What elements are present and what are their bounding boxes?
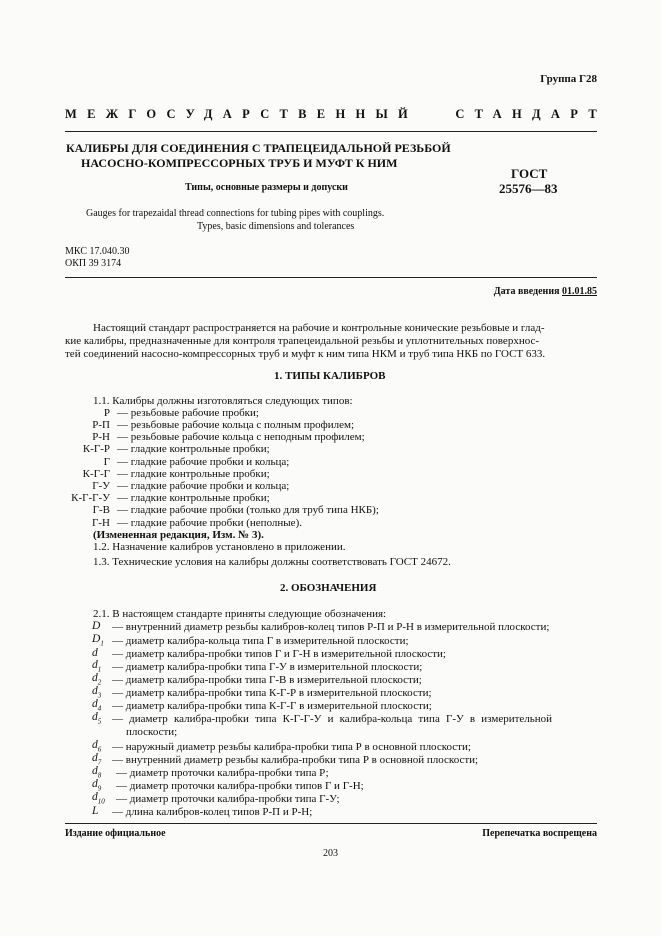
symbol: $d_7$	[92, 752, 102, 767]
p-1-3: 1.3. Технические условия на калибры должны соответствовать ГОСТ 24672.	[93, 556, 451, 568]
symbol: $d_3$	[92, 685, 102, 700]
gost-label: ГОСТ	[511, 166, 548, 181]
type-code: Г-У	[92, 480, 110, 492]
interstate-word: МЕЖГОСУДАРСТВЕННЫЙ	[65, 107, 419, 121]
type-code: Г-Н	[92, 517, 110, 529]
p-1-1: 1.1. Калибры должны изготовляться следующих типов:	[93, 395, 353, 407]
symbol-desc: — диаметр калибра-кольца типа Г в измерительной плоскости;	[112, 635, 409, 647]
type-code: Р-Н	[92, 431, 110, 443]
group-label: Группа Г28	[540, 73, 597, 85]
footer-rule	[65, 823, 597, 824]
title-en-line1: Gauges for trapezaidal thread connections for tubing pipes with couplings.	[86, 208, 385, 219]
symbol: $d_{10}$	[92, 791, 105, 806]
symbol-desc: — диаметр проточки калибра-пробки типов Г и Г-Н;	[116, 780, 364, 792]
title-ru-line1: КАЛИБРЫ ДЛЯ СОЕДИНЕНИЯ С ТРАПЕЦЕИДАЛЬНОЙ РЕЗЬБОЙ	[66, 141, 451, 155]
section2-heading: 2. ОБОЗНАЧЕНИЯ	[280, 582, 377, 594]
mks-code: МКС 17.040.30	[65, 246, 130, 257]
intro-date-label: Дата введения	[493, 286, 560, 297]
symbol-desc: — диаметр калибра-пробки типа Г-У в измерительной плоскости;	[112, 661, 423, 673]
type-code: К-Г-Г	[82, 468, 110, 480]
type-code: К-Г-Р	[82, 443, 110, 455]
header-rule	[65, 131, 597, 132]
intro-date-value: 01.01.85	[562, 286, 597, 297]
intro-date	[494, 286, 597, 297]
type-desc: — резьбовые рабочие кольца с неподным профилем;	[117, 431, 365, 443]
p-1-2: 1.2. Назначение калибров установлено в приложении.	[93, 541, 346, 553]
symbol: $d_8$	[92, 765, 102, 780]
symbol: d	[92, 647, 98, 659]
intro-line1: Настоящий стандарт распространяется на рабочие и контрольные конические резьбовые и глад-	[93, 322, 545, 334]
intro-line3: тей соединений насосно-компрессорных труб и муфт к ним типа НКМ и труб типа НКБ по ГОСТ 633.	[65, 348, 546, 360]
type-desc: — гладкие рабочие пробки и кольца;	[117, 480, 290, 492]
title-ru-line2: НАСОСНО-КОМПРЕССОРНЫХ ТРУБ И МУФТ К НИМ	[81, 156, 398, 170]
symbol-desc: — диаметр проточки калибра-пробки типа Г-У;	[116, 793, 340, 805]
symbol-desc: — наружный диаметр резьбы калибра-пробки типа Р в основной плоскости;	[112, 741, 471, 753]
symbol-desc: — диаметр калибра-пробки типа К-Г-Р в измерительной плоскости;	[112, 687, 432, 699]
type-desc: — резьбовые рабочие пробки;	[117, 407, 259, 419]
title-en-line2: Types, basic dimensions and tolerances	[197, 221, 355, 232]
type-desc: — гладкие рабочие пробки (только для труб типа НКБ);	[117, 504, 379, 516]
edition-note: (Измененная редакция, Изм. № 3).	[93, 529, 264, 541]
type-code: Г	[103, 456, 110, 468]
symbol: L	[92, 805, 99, 817]
gost-number: 25576—83	[499, 181, 558, 196]
interstate-standard-header	[65, 107, 607, 122]
title-rule	[65, 277, 597, 278]
type-desc: — гладкие контрольные пробки;	[117, 492, 270, 504]
symbol-desc: — диаметр калибра-пробки типа Г-В в измерительной плоскости;	[112, 674, 422, 686]
type-code: Р	[103, 407, 110, 419]
intro-line2: кие калибры, предназначенные для контроля трапецеидальной резьбы и уплотнительных поверхнос-	[65, 335, 540, 347]
page-number: 203	[323, 848, 338, 859]
symbol: $d_5$	[92, 711, 102, 726]
symbol-desc: — диаметр калибра-пробки типа К-Г-Г в измерительной плоскости;	[112, 700, 432, 712]
standard-word: СТАНДАРТ	[455, 107, 607, 121]
symbol: $D_1$	[92, 633, 104, 648]
section1-heading: 1. ТИПЫ КАЛИБРОВ	[274, 370, 386, 382]
okp-code: ОКП 39 3174	[65, 258, 122, 269]
symbol-desc: — диаметр проточки калибра-пробки типа Р;	[116, 767, 329, 779]
symbol-desc: — внутренний диаметр резьбы калибра-пробки типа Р в основной плоскости;	[112, 754, 479, 766]
type-desc: — резьбовые рабочие кольца с полным профилем;	[117, 419, 354, 431]
type-desc: — гладкие рабочие пробки и кольца;	[117, 456, 290, 468]
footer-reprint-prohibited: Перепечатка воспрещена	[482, 828, 597, 839]
symbol: D	[92, 620, 101, 632]
type-desc: — гладкие рабочие пробки (неполные).	[117, 517, 302, 529]
footer-official-edition: Издание официальное	[65, 828, 166, 839]
type-code: К-Г-Г-У	[71, 492, 110, 504]
symbol-desc: — длина калибров-колец типов Р-П и Р-Н;	[112, 806, 313, 818]
symbol: $d_9$	[92, 778, 102, 793]
symbol-desc: — диаметр калибра-пробки типа К-Г-Г-У и калибра-кольца типа Г-У в измерительной	[112, 713, 553, 725]
symbol-desc: — внутренний диаметр резьбы калибров-колец типов Р-П и Р-Н в измерительной плоскости;	[112, 621, 550, 633]
symbol-desc-continuation: плоскости;	[126, 726, 178, 738]
symbol: $d_4$	[92, 698, 102, 713]
symbol: $d_1$	[92, 659, 102, 674]
symbol-desc: — диаметр калибра-пробки типов Г и Г-Н в измерительной плоскости;	[112, 648, 446, 660]
type-desc: — гладкие контрольные пробки;	[117, 443, 270, 455]
type-code: Р-П	[92, 419, 110, 431]
symbol: $d_2$	[92, 672, 102, 687]
type-code: Г-В	[92, 504, 110, 516]
type-desc: — гладкие контрольные пробки;	[117, 468, 270, 480]
title-ru-subtitle: Типы, основные размеры и допуски	[185, 182, 348, 193]
symbol: $d_6$	[92, 739, 102, 754]
p-2-1: 2.1. В настоящем стандарте приняты следующие обозначения:	[93, 608, 387, 620]
